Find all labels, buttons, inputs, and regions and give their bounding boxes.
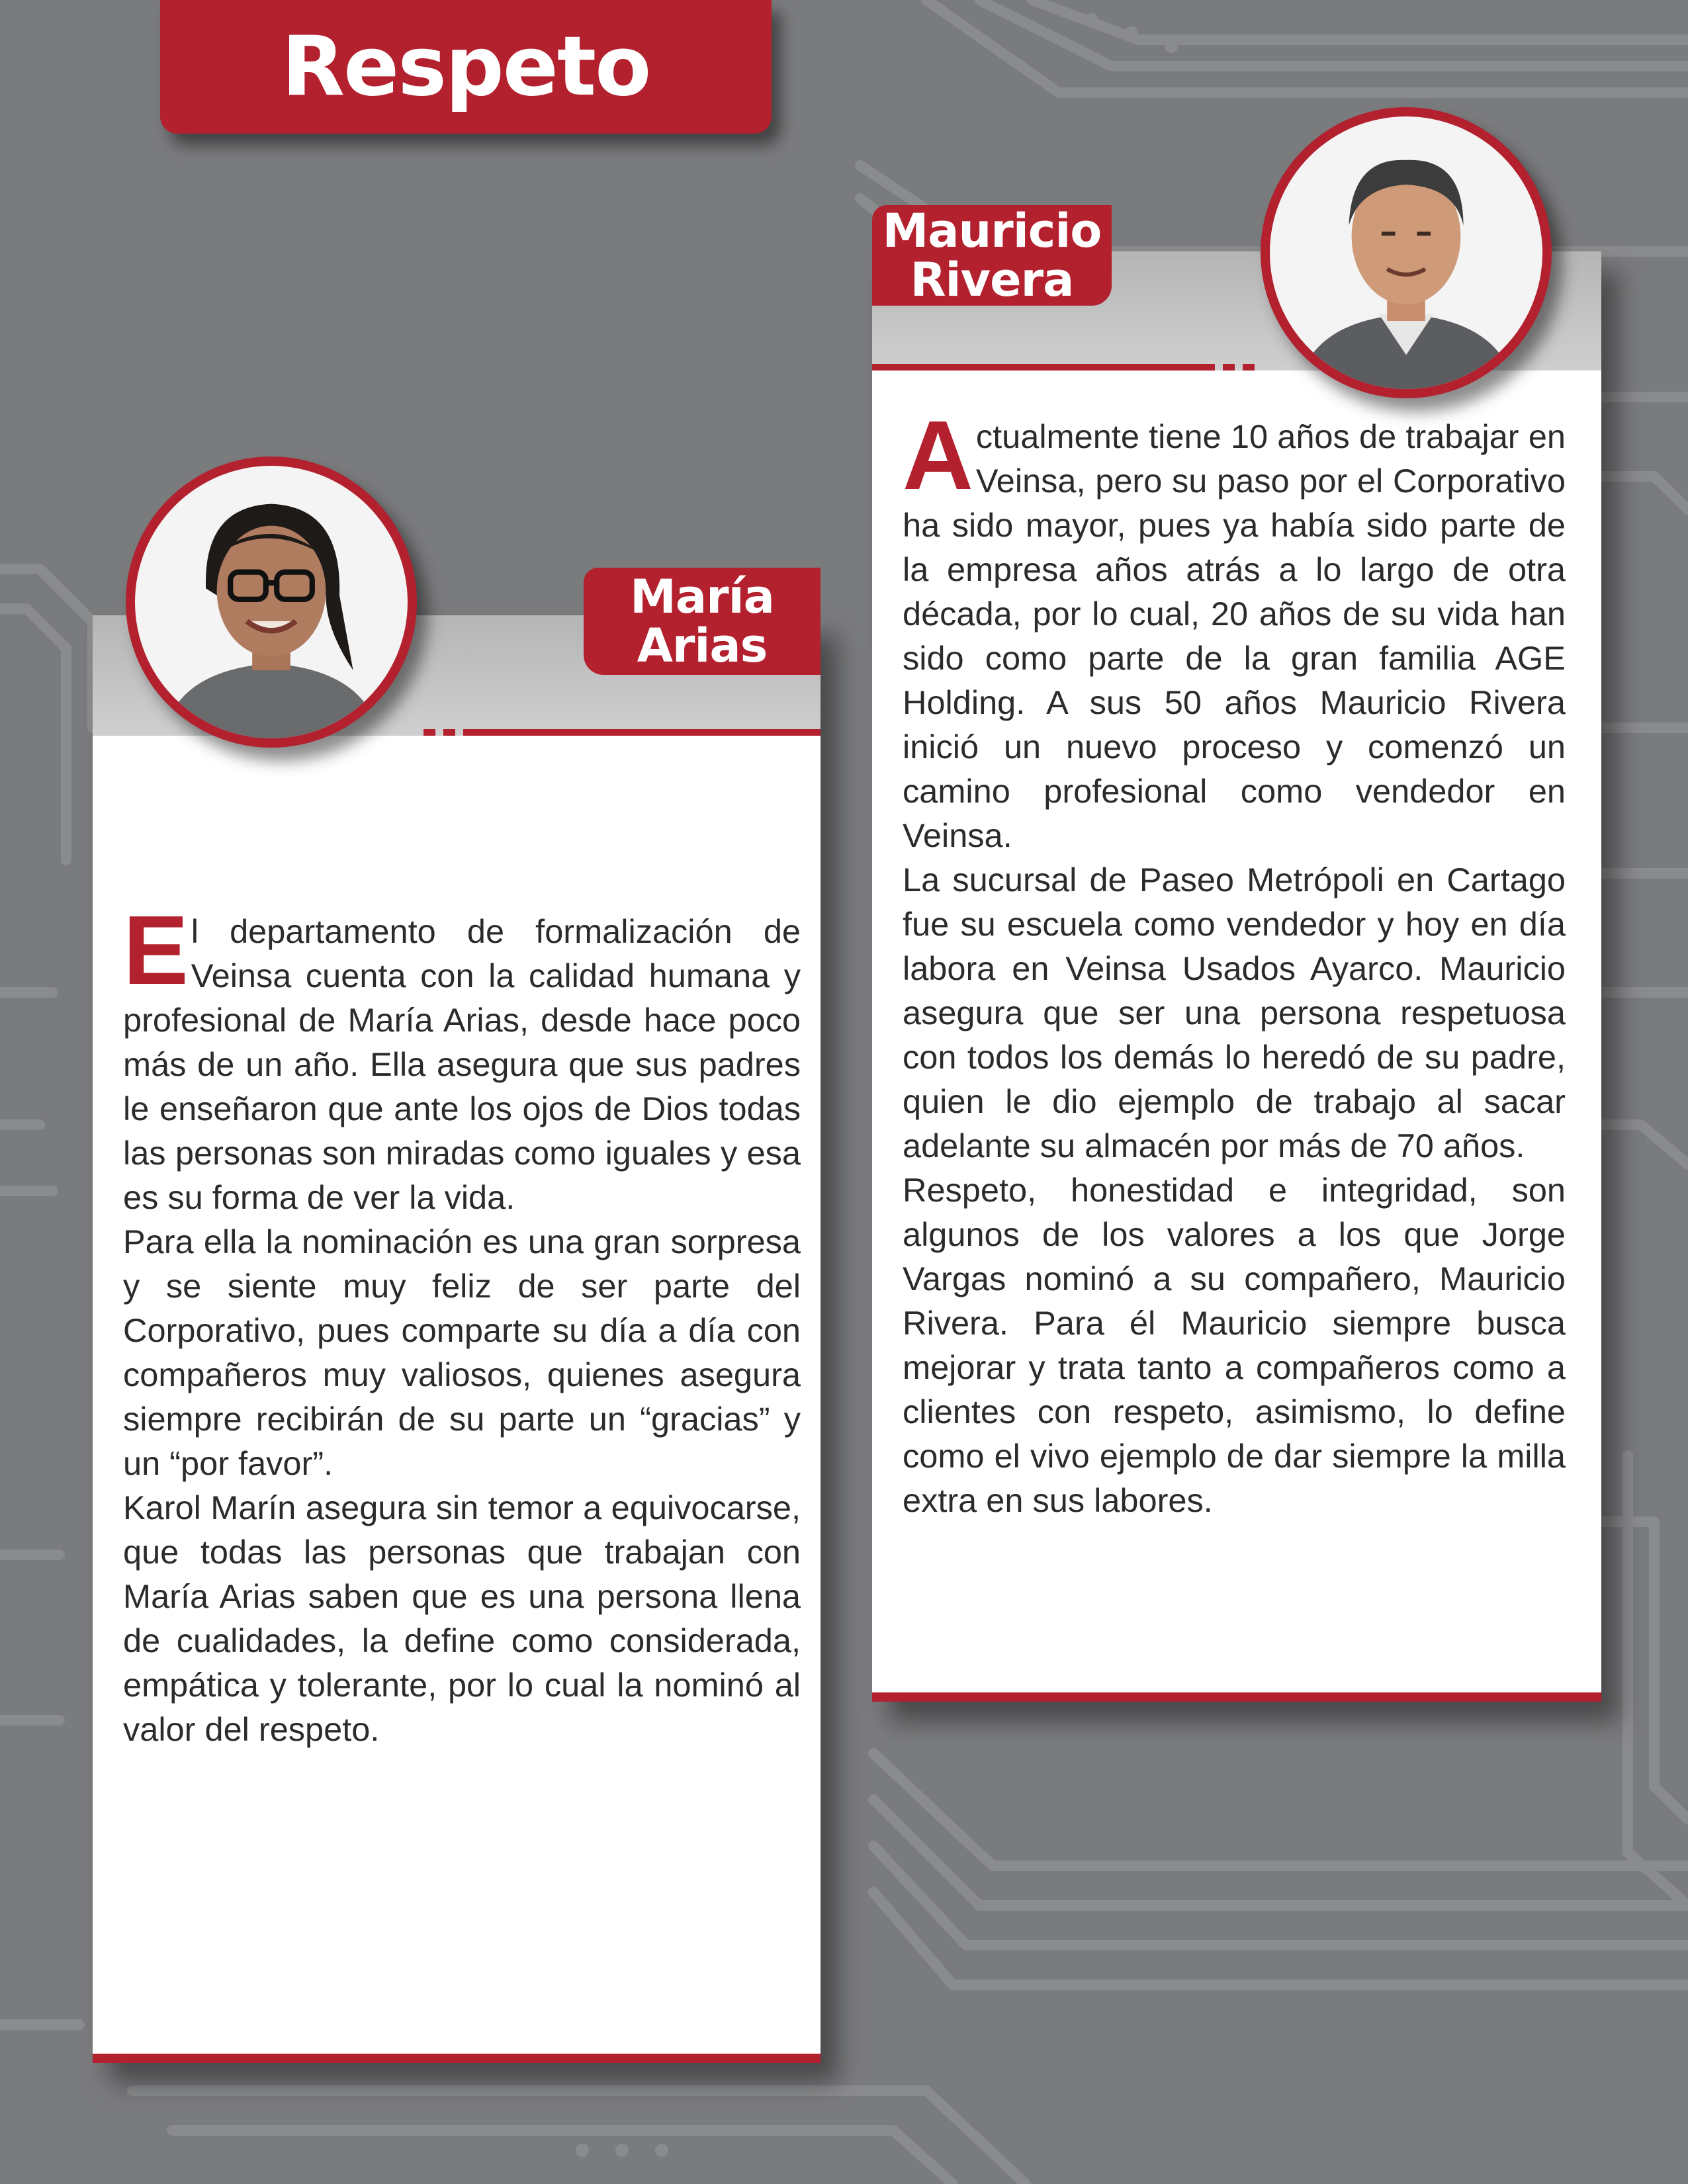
mauricio-body-text [903,401,1566,1522]
mauricio-name-last: Rivera [910,253,1074,307]
maria-paragraph: El departamento de formalización de Veinsa cuenta con la calidad humana y profesional de María Arias, desde hace poco más de un año. Ella asegura que sus padres le enseñaron que ante los ojos de Dios todas las personas son miradas como iguales y esa es su forma de ver la vida. [123,896,801,1216]
page-title-tab [160,0,772,134]
mauricio-portrait [1261,107,1552,398]
mauricio-card-divider [872,364,1215,371]
maria-portrait [126,457,417,748]
page-title: Respeto [281,19,650,114]
mauricio-name-first: Mauricio [882,204,1102,258]
maria-card-divider [463,729,821,736]
maria-card-divider-dashes [423,729,455,736]
mauricio-card-bottom-bar [872,1692,1601,1702]
maria-name-first: María [630,570,774,624]
person-photo-woman-icon [135,466,408,738]
maria-name-last: Arias [637,619,768,673]
maria-card-bottom-bar [93,2054,821,2063]
mauricio-paragraph: Respeto, honestidad e integridad, son algunos de los valores a los que Jorge Vargas nominó a su compañero, Mauricio Rivera. Para él Mauricio siempre busca mejorar y trata tanto a compañeros como a clientes con respeto, asimismo, lo define como el vivo ejemplo de dar siempre la milla extra en sus labores. [903,1171,1566,1519]
mauricio-name-tab [872,205,1112,306]
mauricio-paragraph: La sucursal de Paseo Metrópoli en Cartago fue su escuela como vendedor y hoy en día labora en Veinsa Usados Ayarco. Mauricio asegura que ser una persona respetuosa con todos los demás lo heredó de su padre, quien le dio ejemplo de trabajo al sacar adelante su almacén por más de 70 años. [903,861,1566,1164]
maria-body-text [123,896,801,1751]
maria-paragraph: Para ella la nominación es una gran sorpresa y se siente muy feliz de ser parte del Corporativo, pues comparte su día a día con compañeros muy valiosos, quienes asegura siempre recibirán de su parte un “gracias” y un “por favor”. [123,1223,801,1482]
mauricio-card-divider-dashes [1223,364,1255,371]
person-photo-man-icon [1270,116,1542,389]
maria-name-tab [584,568,821,675]
mauricio-dropcap: A [903,401,973,510]
maria-dropcap: E [123,896,189,1005]
maria-paragraph: Karol Marín asegura sin temor a equivocarse, que todas las personas que trabajan con María Arias saben que es una persona llena de cualidades, la define como considerada, empática y tolerante, por lo cual la nominó al valor del respeto. [123,1489,801,1748]
mauricio-paragraph: Actualmente tiene 10 años de trabajar en Veinsa, pero su paso por el Corporativo ha sido mayor, pues ya había sido parte de la empresa años atrás a lo largo de otra década, por lo cual, 20 años de su vida han sido como parte de la gran familia AGE Holding. A sus 50 años Mauricio Rivera inició un nuevo proceso y comenzó un camino profesional como vendedor en Veinsa. [903,401,1566,854]
